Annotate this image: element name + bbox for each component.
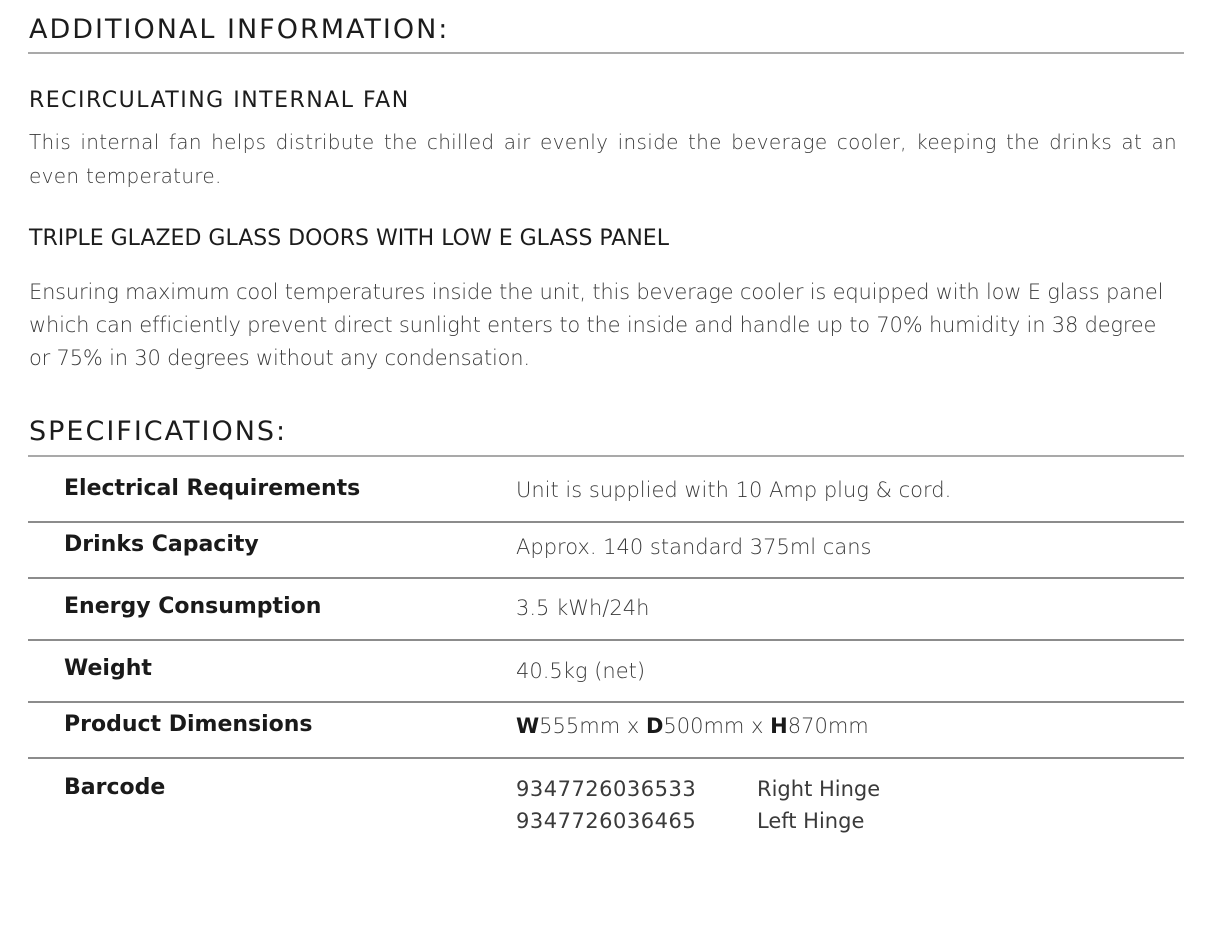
spec-value-energy: 3.5 kWh/24h bbox=[516, 596, 650, 620]
dim-d-letter: D bbox=[645, 714, 664, 738]
spec-value-weight: 40.5kg (net) bbox=[516, 659, 646, 683]
row-divider bbox=[28, 757, 1184, 759]
spec-value-electrical: Unit is supplied with 10 Amp plug & cord. bbox=[516, 478, 952, 502]
spec-label-barcode: Barcode bbox=[64, 775, 166, 800]
dim-d-value: 500mm x bbox=[663, 714, 771, 738]
glass-section-title: TRIPLE GLAZED GLASS DOORS WITH LOW E GLASS PANEL bbox=[29, 226, 669, 251]
barcode-hinge: Right Hinge bbox=[757, 777, 881, 801]
spec-label-electrical: Electrical Requirements bbox=[64, 476, 361, 501]
dim-w-letter: W bbox=[516, 714, 540, 738]
divider bbox=[28, 52, 1184, 54]
glass-section-text: Ensuring maximum cool temperatures inside the unit, this beverage cooler is equipped with low E glass panel which can efficiently prevent direct sunlight enters to the inside and handle up to 70% humidity in 38 degree or 75% in 30 degrees without any condensation. bbox=[29, 280, 1164, 370]
barcode-number: 9347726036533 bbox=[516, 777, 697, 801]
row-divider bbox=[28, 521, 1184, 523]
spec-label-energy: Energy Consumption bbox=[64, 594, 322, 619]
spec-value-capacity: Approx. 140 standard 375ml cans bbox=[516, 535, 872, 559]
fan-section-title: RECIRCULATING INTERNAL FAN bbox=[29, 88, 410, 113]
fan-section-text: This internal fan helps distribute the chilled air evenly inside the beverage cooler, keeping the drinks at an even temperature. bbox=[29, 130, 1177, 188]
spec-value-dimensions bbox=[516, 714, 869, 738]
row-divider bbox=[28, 577, 1184, 579]
dim-w-value: 555mm x bbox=[539, 714, 646, 738]
barcode-number: 9347726036465 bbox=[516, 809, 697, 833]
spec-label-weight: Weight bbox=[64, 656, 152, 681]
dim-h-letter: H bbox=[770, 714, 788, 738]
divider bbox=[28, 455, 1184, 457]
spec-label-capacity: Drinks Capacity bbox=[64, 532, 259, 557]
additional-info-heading: ADDITIONAL INFORMATION: bbox=[29, 14, 450, 45]
row-divider bbox=[28, 701, 1184, 703]
row-divider bbox=[28, 639, 1184, 641]
barcode-hinge: Left Hinge bbox=[757, 809, 865, 833]
dim-h-value: 870mm bbox=[787, 714, 869, 738]
specifications-heading: SPECIFICATIONS: bbox=[29, 416, 288, 447]
spec-label-dimensions: Product Dimensions bbox=[64, 712, 313, 737]
